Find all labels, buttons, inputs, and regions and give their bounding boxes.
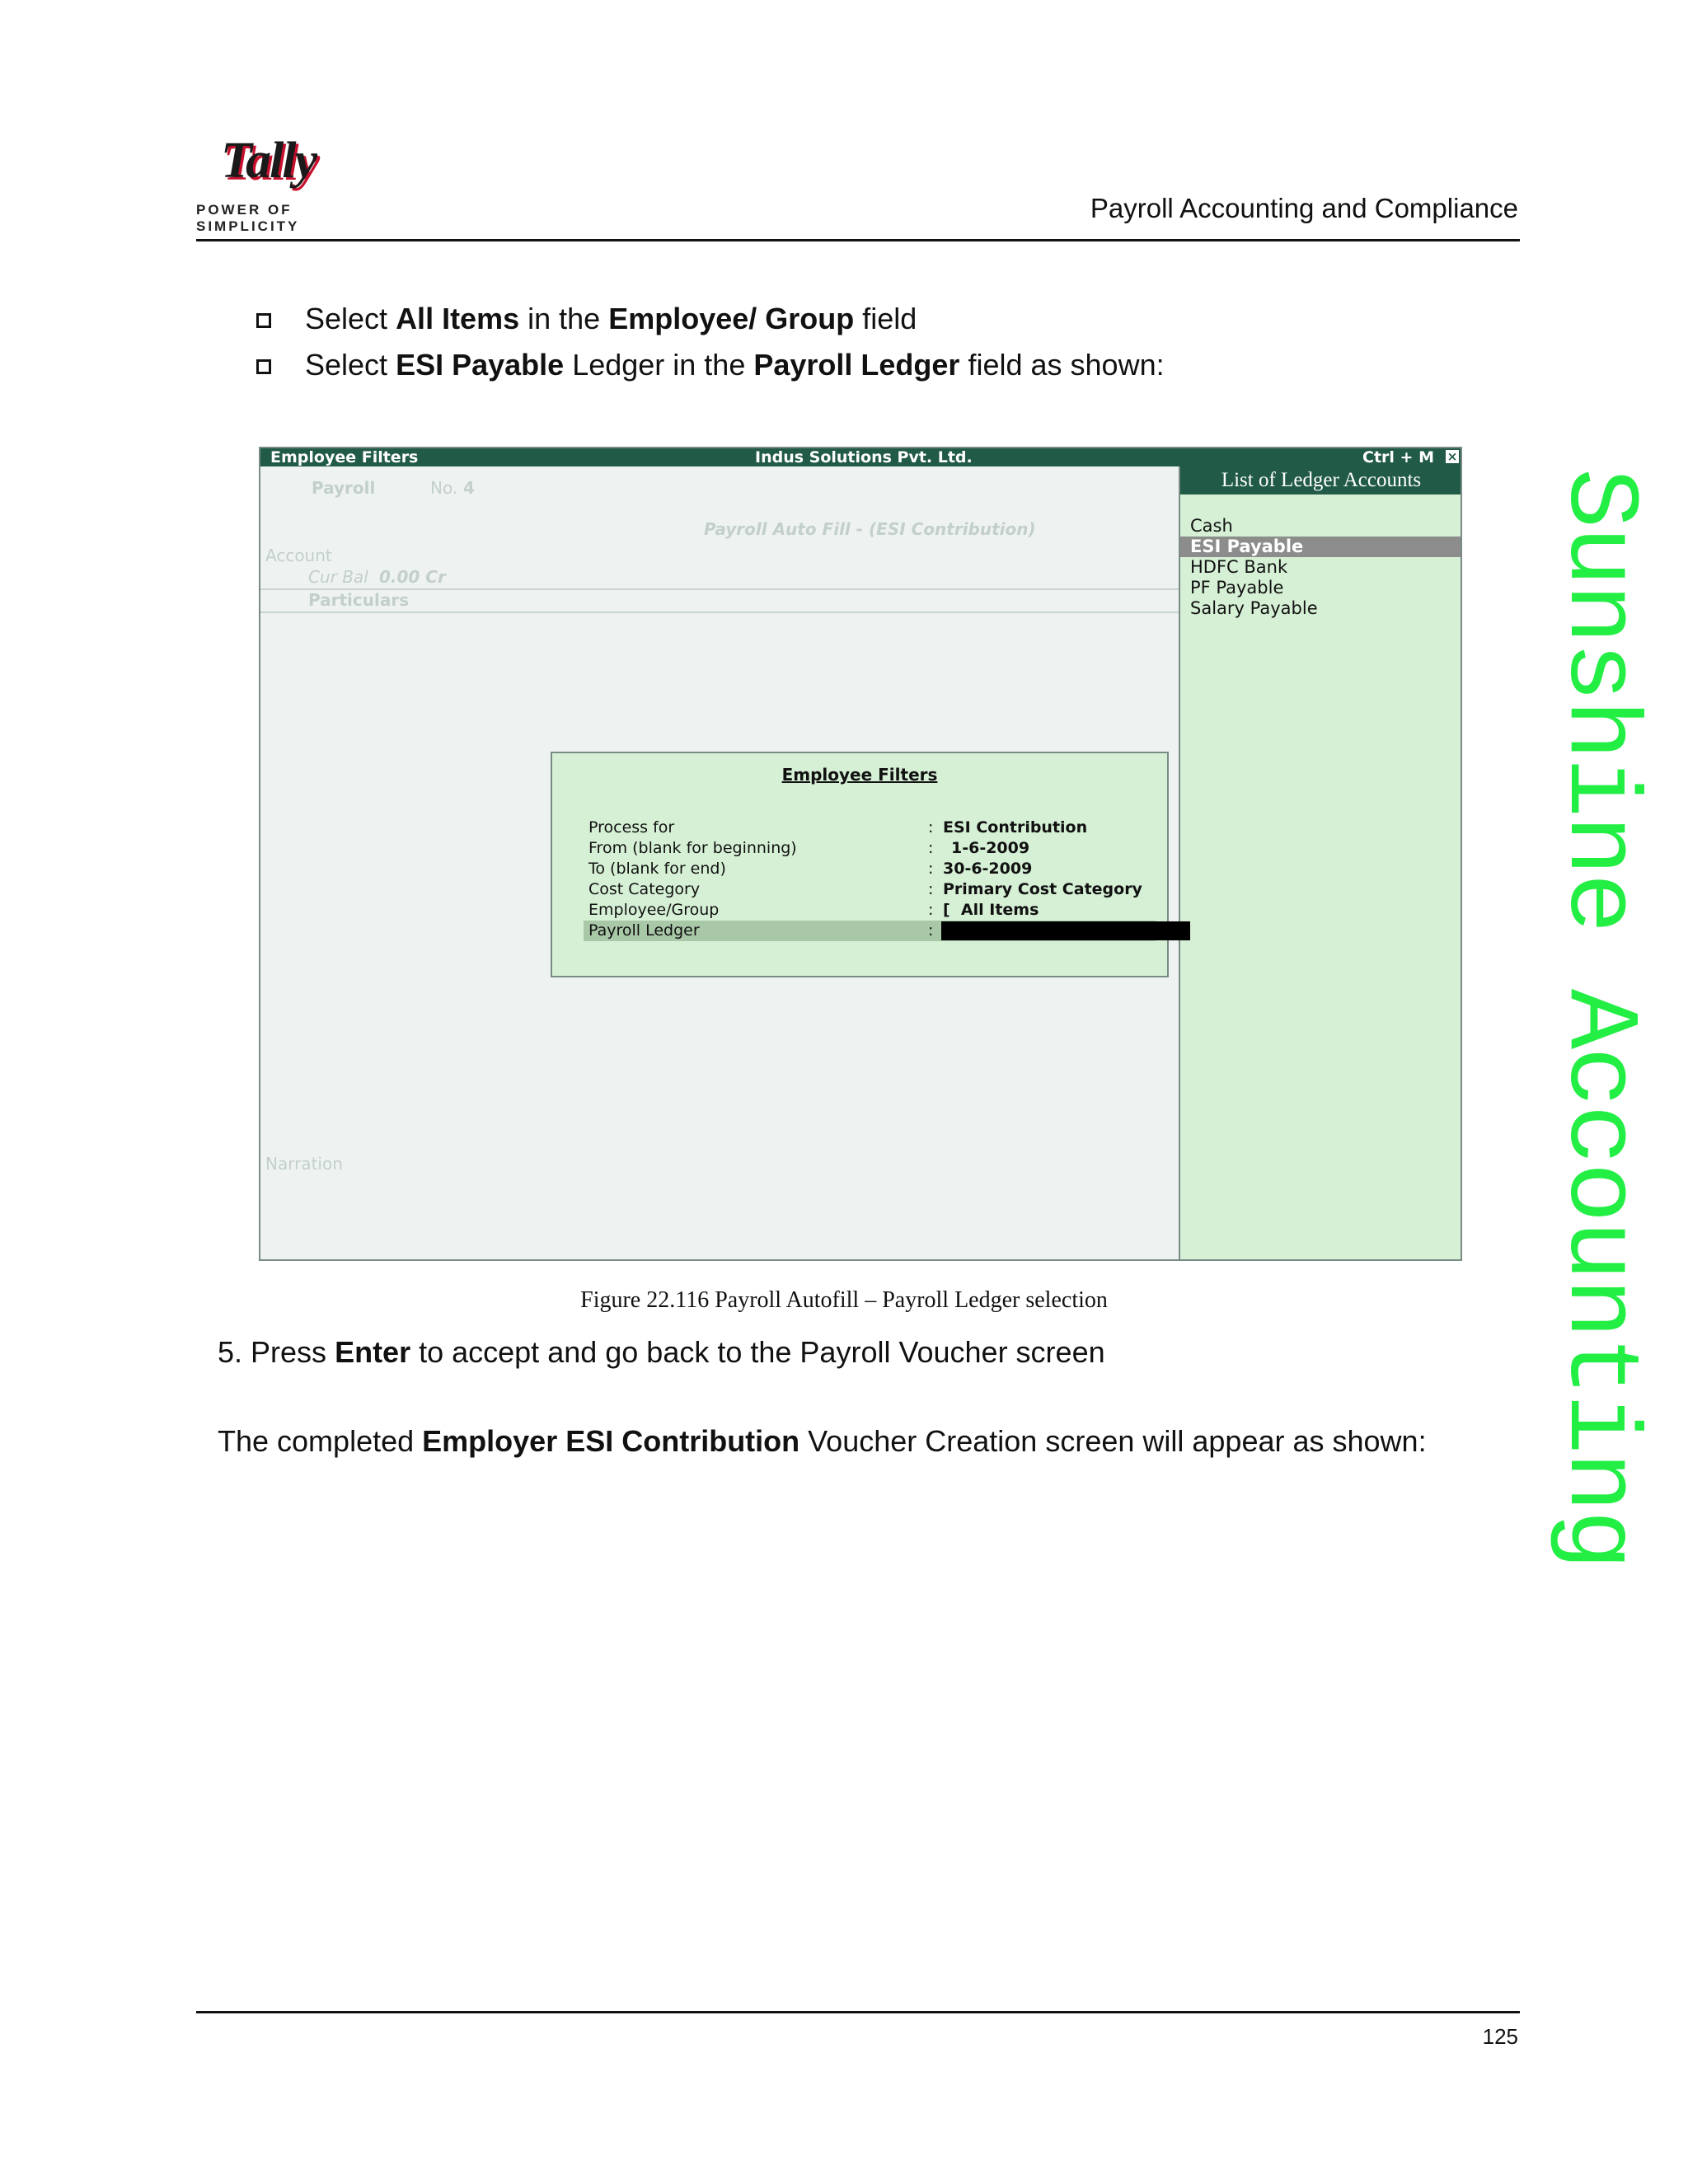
divider [260, 612, 1179, 613]
voucher-no-value: 4 [463, 478, 475, 498]
bullet-text: Select [305, 348, 396, 382]
filter-label: Payroll Ledger [588, 921, 700, 940]
filter-colon: : [928, 921, 934, 940]
filter-colon: : [928, 818, 934, 837]
bullet-square-icon [256, 359, 271, 374]
ledger-item-label: Cash [1190, 516, 1233, 536]
filter-label: From (blank for beginning) [588, 839, 797, 857]
ledger-list-title: List of Ledger Accounts [1180, 466, 1462, 494]
filters-dialog-title [552, 765, 1167, 785]
bullet-text: Select [305, 302, 396, 335]
bullet-text: field as shown: [959, 348, 1165, 382]
screen-title: Employee Filters [270, 448, 419, 466]
tally-logo [196, 132, 394, 234]
page-number: 125 [1482, 2024, 1518, 2049]
particulars-header: Particulars [308, 590, 410, 610]
para-text: Voucher Creation screen will appear as shown: [799, 1424, 1427, 1458]
filter-row-from[interactable] [584, 838, 1156, 859]
figure-caption: Figure 22.116 Payroll Autofill – Payroll Ledger selection [580, 1287, 1108, 1313]
voucher-type: Payroll [312, 478, 376, 498]
account-label[interactable]: Account [265, 546, 332, 565]
filter-colon: : [928, 839, 934, 857]
bullet-bold: Employee/ Group [608, 302, 855, 335]
filter-row-payroll-ledger[interactable] [584, 921, 1156, 941]
watermark: Sunshine Accounting [1541, 468, 1656, 1568]
ledger-item-label: PF Payable [1190, 578, 1284, 598]
company-name: Indus Solutions Pvt. Ltd. [755, 448, 973, 466]
ledger-item-cash[interactable] [1180, 516, 1462, 537]
autofill-label: Payroll Auto Fill - (ESI Contribution) [704, 519, 1036, 539]
filter-label: Cost Category [588, 880, 701, 898]
filter-row-to[interactable] [584, 859, 1156, 879]
cur-bal-label: Cur Bal [308, 567, 368, 587]
ledger-item-label: ESI Payable [1190, 537, 1304, 556]
filter-colon: : [928, 860, 934, 878]
payroll-ledger-input[interactable] [941, 921, 1190, 940]
filter-colon: : [928, 901, 934, 919]
logo-wordmark: Tally [221, 133, 316, 189]
ledger-item-label: Salary Payable [1190, 598, 1318, 618]
step-5-text [218, 1335, 1105, 1370]
bullet-bold: All Items [396, 302, 520, 335]
cur-bal-value: 0.00 Cr [379, 567, 446, 587]
step-bold: Enter [335, 1335, 411, 1369]
bullet-text: Ledger in the [564, 348, 754, 382]
chapter-title: Payroll Accounting and Compliance [1090, 193, 1518, 223]
filter-value: 1-6-2009 [951, 839, 1030, 857]
bullet-text: field [854, 302, 917, 335]
bullet-bold: Payroll Ledger [753, 348, 960, 382]
filter-label: To (blank for end) [588, 860, 726, 878]
filter-label: Process for [588, 818, 675, 837]
ledger-item-salary-payable[interactable] [1180, 598, 1462, 619]
step-text: to accept and go back to the Payroll Voucher screen [410, 1335, 1105, 1369]
footer-rule [196, 2011, 1520, 2013]
ledger-item-esi-payable[interactable] [1180, 537, 1462, 557]
filter-row-cost-category[interactable] [584, 879, 1156, 900]
voucher-no-label: No. [430, 478, 458, 498]
tally-screen [259, 447, 1462, 1261]
ledger-item-pf-payable[interactable] [1180, 578, 1462, 598]
ledger-item-label: HDFC Bank [1190, 557, 1288, 577]
filter-value: [ All Items [943, 901, 1039, 919]
filter-label: Employee/Group [588, 901, 720, 919]
filter-value: Primary Cost Category [943, 880, 1142, 898]
step-text: 5. Press [218, 1335, 335, 1369]
filter-value: 30-6-2009 [943, 860, 1033, 878]
logo-tagline: POWER OF SIMPLICITY [196, 202, 300, 234]
filter-value: ESI Contribution [943, 818, 1088, 837]
closing-paragraph [218, 1424, 1427, 1459]
filter-row-employee-group[interactable] [584, 900, 1156, 921]
para-text: The completed [218, 1424, 423, 1458]
title-bar [260, 448, 1461, 466]
bullet-square-icon [256, 313, 271, 328]
header-rule [196, 239, 1520, 241]
ledger-list-panel [1179, 466, 1462, 1261]
narration-label[interactable]: Narration [265, 1154, 343, 1174]
bullet-text: in the [519, 302, 609, 335]
filters-title-text: Employee Filters [781, 765, 938, 785]
filter-row-process-for[interactable] [584, 818, 1156, 838]
close-icon[interactable]: × [1447, 449, 1458, 464]
filter-colon: : [928, 880, 934, 898]
shortcut-hint: Ctrl + M [1362, 448, 1434, 466]
ledger-item-hdfc-bank[interactable] [1180, 557, 1462, 578]
employee-filters-dialog [551, 752, 1169, 977]
para-bold: Employer ESI Contribution [422, 1424, 800, 1458]
bullet-bold: ESI Payable [396, 348, 565, 382]
